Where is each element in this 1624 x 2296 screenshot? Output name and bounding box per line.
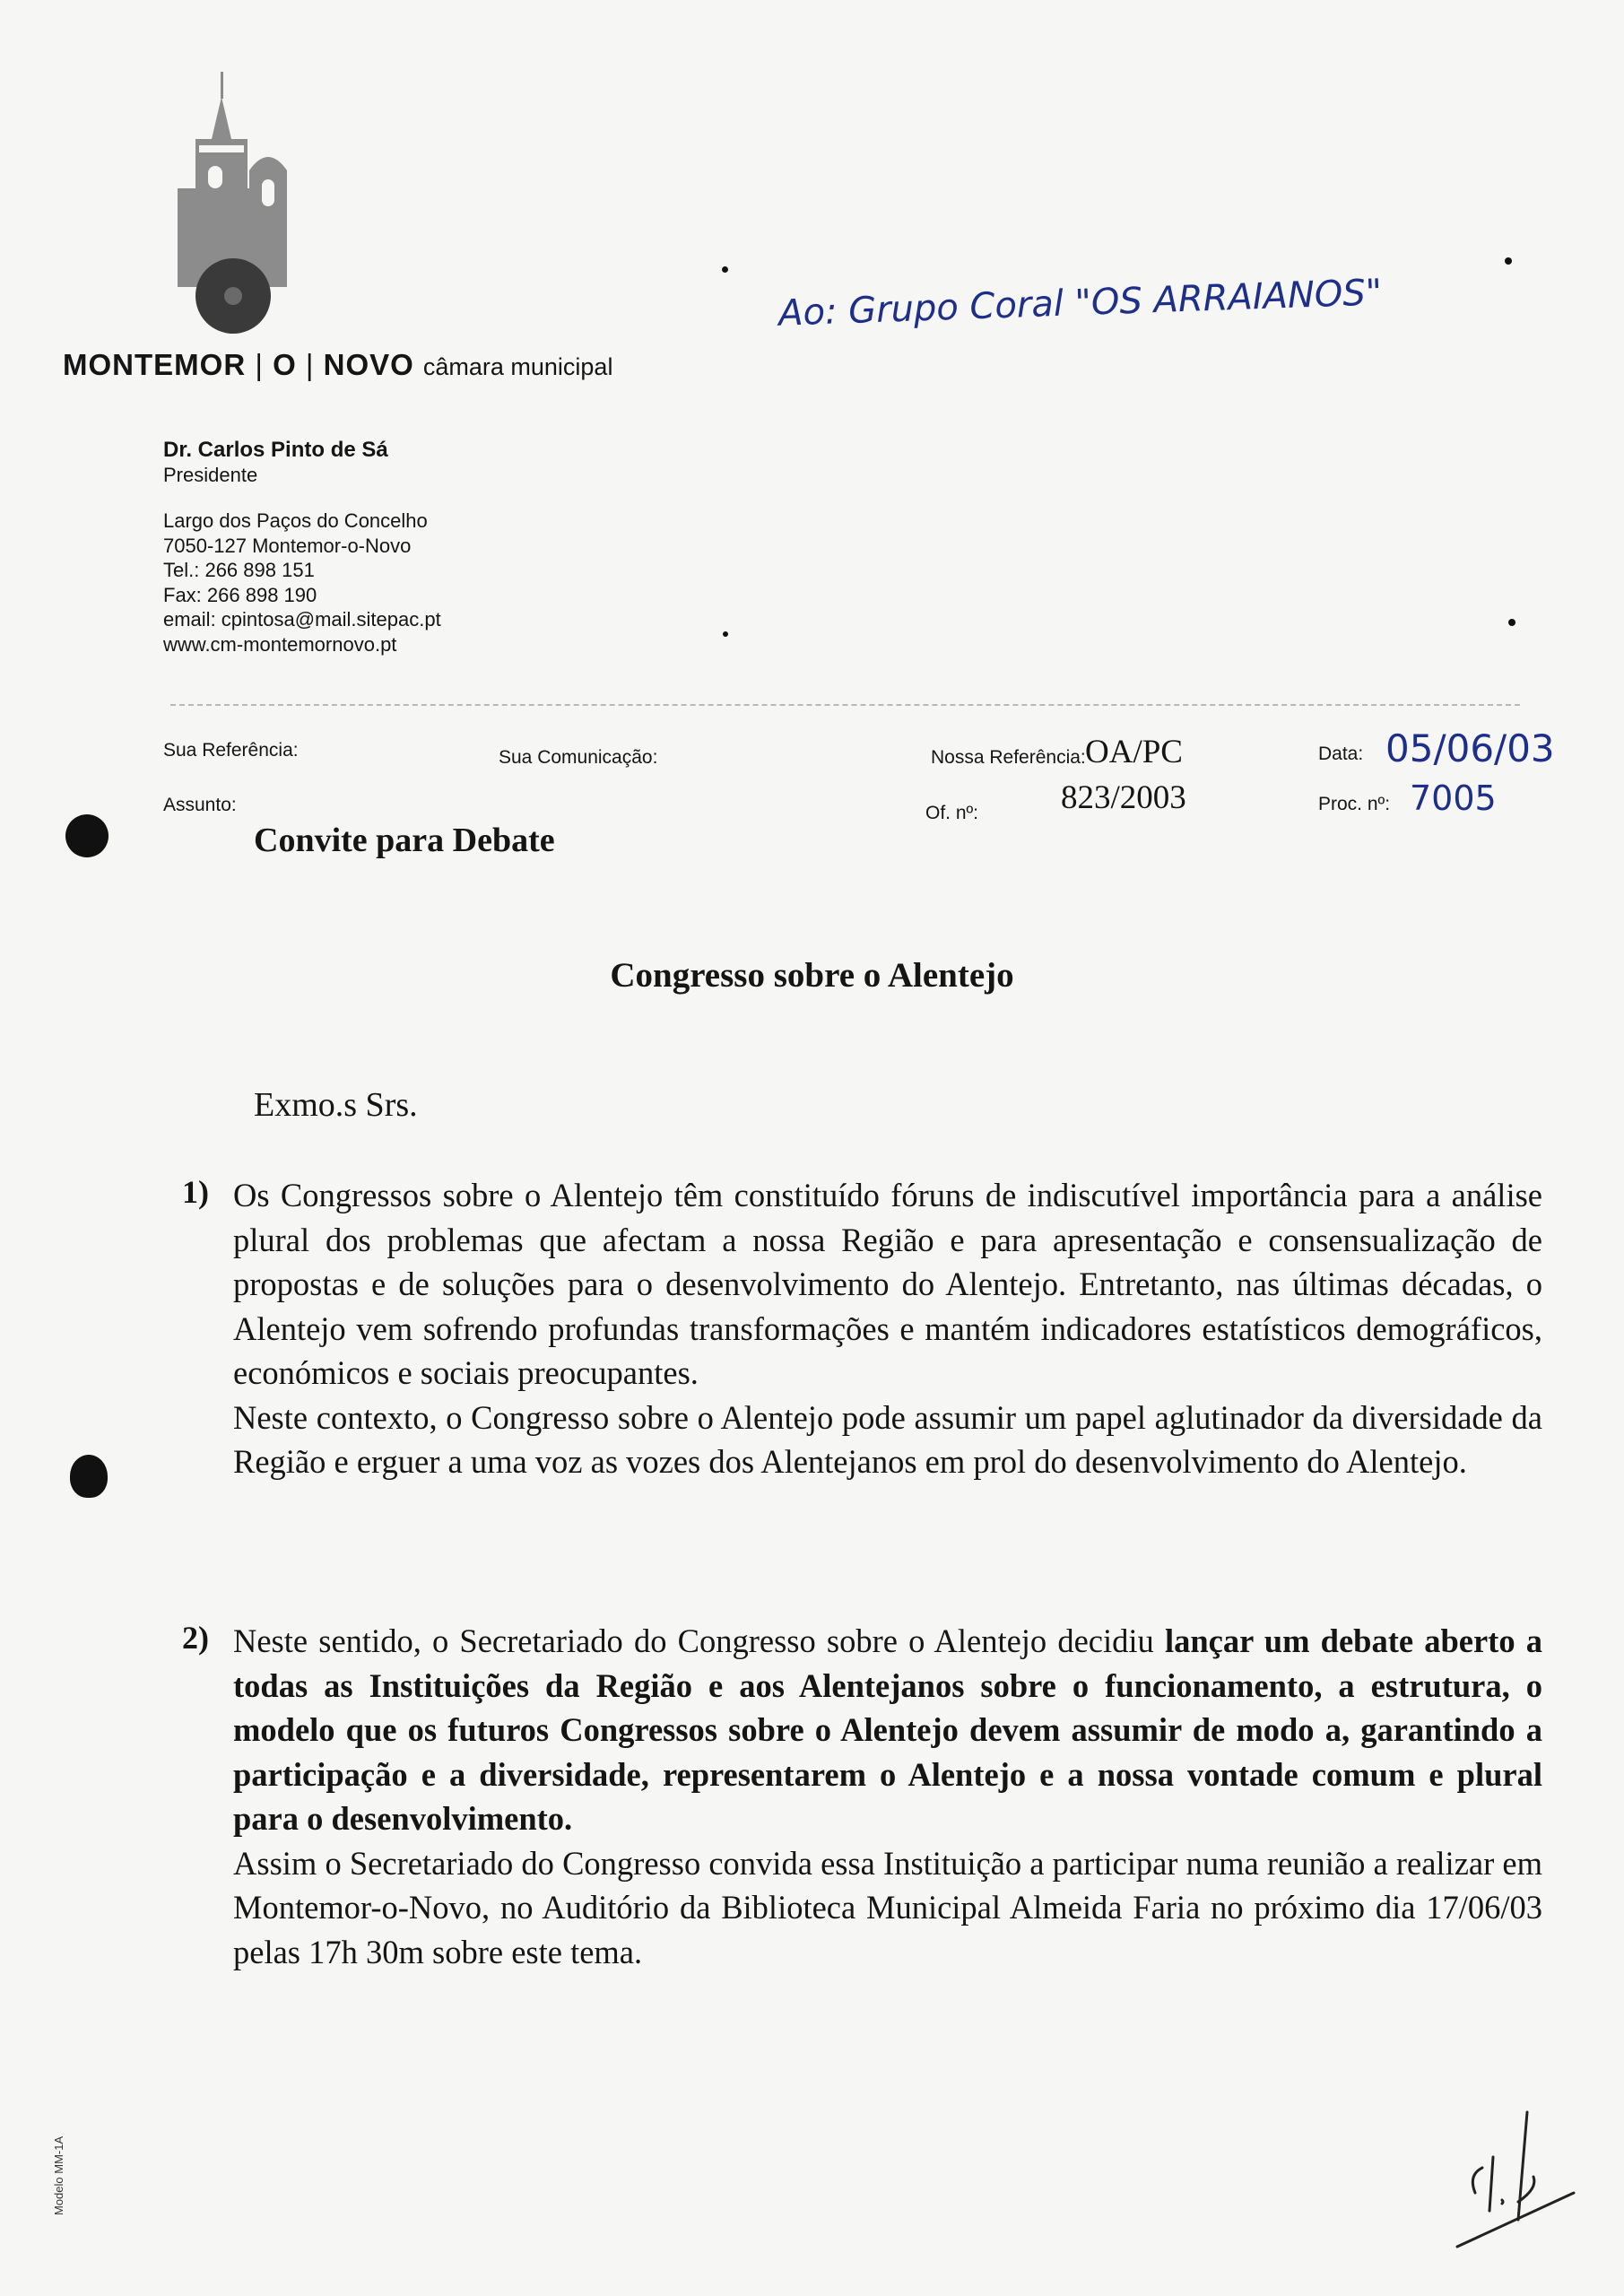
sua-referencia-label: Sua Referência: bbox=[163, 740, 299, 761]
item-2-paragraph-1: Neste sentido, o Secretariado do Congresso sobre o Alentejo decidiu lançar um debate aberto a todas as Instituições da Região e aos Alentejanos sobre o funcionamento, a estrutura, o modelo que os futuros Congressos sobre o Alentejo devem assumir de modo a, garantindo a participação e a diversidade, representarem o Alentejo e a nossa vontade comum e plural para o desenvolvimento. bbox=[233, 1622, 1542, 1837]
nossa-referencia-value: OA/PC bbox=[1085, 734, 1183, 770]
speck-2 bbox=[1505, 257, 1512, 265]
proc-value: 7005 bbox=[1410, 778, 1497, 818]
signature-initials bbox=[1448, 2103, 1583, 2256]
sender-tel: Tel.: 266 898 151 bbox=[163, 559, 315, 581]
nossa-referencia-label: Nossa Referência: bbox=[931, 747, 1086, 768]
sua-comunicacao-label: Sua Comunicação: bbox=[499, 747, 658, 768]
speck-3 bbox=[723, 631, 728, 637]
speck-1 bbox=[722, 266, 728, 273]
data-label: Data: bbox=[1318, 744, 1364, 764]
form-model-code: Modelo MM-1A bbox=[52, 2135, 65, 2215]
item-1 bbox=[233, 1173, 1542, 1484]
data-value: 05/06/03 bbox=[1385, 726, 1555, 770]
sender-name: Dr. Carlos Pinto de Sá bbox=[163, 438, 388, 462]
handwritten-addressee: Ao: Grupo Coral "OS ARRAIANOS" bbox=[777, 272, 1383, 335]
assunto-value: Convite para Debate bbox=[254, 822, 555, 859]
of-value: 823/2003 bbox=[1061, 779, 1186, 816]
sender-address2: 7050-127 Montemor-o-Novo bbox=[163, 534, 412, 557]
of-label: Of. nº: bbox=[925, 803, 979, 823]
punch-hole-bottom bbox=[70, 1455, 108, 1498]
item-1-paragraph-2: Neste contexto, o Congresso sobre o Alentejo pode assumir um papel aglutinador da diversidade da Região e erguer a uma voz as vozes dos Alentejanos em prol do desenvolvimento do Alentejo. bbox=[233, 1398, 1542, 1480]
organization-name: MONTEMOR | O | NOVO câmara municipal bbox=[63, 348, 613, 381]
sender-web: www.cm-montemornovo.pt bbox=[163, 632, 397, 656]
item-2-paragraph-2: Assim o Secretariado do Congresso convida essa Instituição a participar numa reunião a realizar em Montemor-o-Novo, no Auditório da Biblioteca Municipal Almeida Faria no próximo dia 17/06/03 pelas 17h 30m sobre este tema. bbox=[233, 1844, 1542, 1970]
document-title: Congresso sobre o Alentejo bbox=[610, 956, 1014, 995]
separator-line bbox=[170, 704, 1520, 706]
punch-hole-top bbox=[65, 814, 109, 857]
item-2-bold-text: lançar um debate aberto a todas as Instituições da Região e aos Alentejanos sobre o funcionamento, a estrutura, o modelo que os futuros Congressos sobre o Alentejo devem assumir de modo a, garantindo a participação e a diversidade, representarem o Alentejo e a nossa vontade comum e plural para o desenvolvimento. bbox=[233, 1622, 1542, 1837]
speck-4 bbox=[1508, 619, 1515, 626]
item-1-number: 1) bbox=[182, 1174, 209, 1210]
sender-role: Presidente bbox=[163, 463, 258, 486]
sender-email: email: cpintosa@mail.sitepac.pt bbox=[163, 608, 441, 631]
montemor-logo bbox=[160, 72, 312, 345]
item-2-number: 2) bbox=[182, 1620, 209, 1656]
greeting: Exmo.s Srs. bbox=[254, 1086, 418, 1124]
proc-label: Proc. nº: bbox=[1318, 794, 1391, 814]
item-1-paragraph-1: Os Congressos sobre o Alentejo têm constituído fóruns de indiscutível importância para a análise plural dos problemas que afectam a nossa Região e para apresentação e consensualização de propostas e de soluções para o desenvolvimento do Alentejo. Entretanto, nas últimas décadas, o Alentejo vem sofrendo profundas transformações e mantém indicadores estatísticos demográficos, económicos e sociais preocupantes. bbox=[233, 1177, 1542, 1391]
sender-fax: Fax: 266 898 190 bbox=[163, 583, 317, 606]
sender-address1: Largo dos Paços do Concelho bbox=[163, 509, 428, 532]
assunto-label: Assunto: bbox=[163, 795, 237, 815]
sender-block bbox=[163, 438, 441, 657]
item-2 bbox=[233, 1619, 1542, 1974]
